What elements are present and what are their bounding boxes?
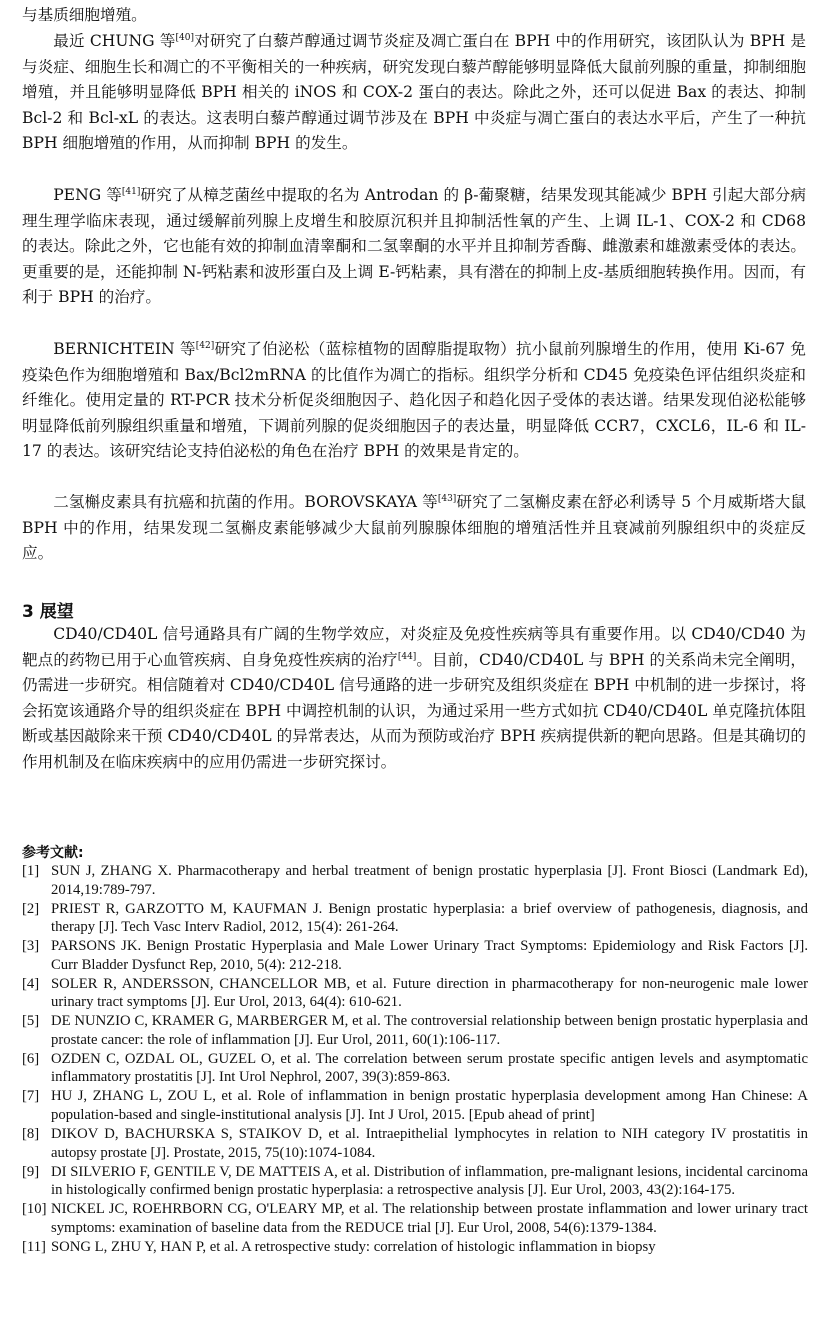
reference-item xyxy=(22,937,808,974)
reference-number: [6] xyxy=(22,1050,40,1067)
paragraph-chung xyxy=(22,29,806,157)
paragraph-continuation xyxy=(22,3,806,29)
reference-item xyxy=(22,1163,808,1200)
citation-marker: [43] xyxy=(437,493,457,504)
paragraph-text: BERNICHTEIN 等 xyxy=(53,340,196,358)
reference-item xyxy=(22,900,808,937)
citation-marker: [41] xyxy=(121,186,141,197)
reference-text: OZDEN C, OZDAL OL, GUZEL O, et al. The correlation between serum prostate specific antigen levels and asymptomatic inflammatory prostatitis [J]. Int Urol Nephrol, 2007, 39(3):859-863. xyxy=(51,1050,808,1086)
reference-item xyxy=(22,975,808,1012)
reference-item xyxy=(22,1125,808,1162)
paragraph-text: 研究了从樟芝菌丝中提取的名为 Antrodan 的 β-葡聚糖，结果发现其能减少 BPH 引起大部分病理生理学临床表现，通过缓解前列腺上皮增生和胶原沉积并且抑制活性氧的产生、上调 IL-1、COX-2 和 CD68 的表达。除此之外，它也能有效的抑制血清睾酮和二氢睾酮的水平并且抑制芳香酶、雌激素和雄激素受体的表达。更重要的是，还能抑制 N-钙粘素和波形蛋白及上调 E-钙粘素，具有潜在的抑制上皮-基质细胞转换作用。因而，有利于 BPH 的治疗。 xyxy=(22,186,806,307)
reference-text: SONG L, ZHU Y, HAN P, et al. A retrospective study: correlation of histologic inflammation in biopsy xyxy=(51,1238,656,1255)
paragraph-outlook xyxy=(22,622,806,776)
paragraph-text: 最近 CHUNG 等 xyxy=(53,32,176,50)
reference-list xyxy=(22,862,808,1257)
reference-text: DIKOV D, BACHURSKA S, STAIKOV D, et al. Intraepithelial lymphocytes in relation to NIH category IV prostatitis in autopsy prostate [J]. Prostate, 2015, 75(10):1074-1084. xyxy=(51,1126,808,1161)
reference-text: DE NUNZIO C, KRAMER G, MARBERGER M, et al. The controversial relationship between benign prostatic hyperplasia and prostate cancer: the role of inflammation [J]. Eur Urol, 2011, 60(1):106-117. xyxy=(51,1013,808,1048)
paragraph-text: CD40/CD40L 信号通路具有广阔的生物学效应，对炎症及免疫性疾病等具有重要作用。以 CD40/CD40 为靶点的药物已用于心血管疾病、自身免疫性疾病的治疗 xyxy=(22,625,806,669)
reference-number: [7] xyxy=(22,1088,40,1105)
paragraph-text: 与基质细胞增殖。 xyxy=(22,6,147,24)
references-heading: 参考文献: xyxy=(22,845,84,861)
reference-number: [9] xyxy=(22,1163,40,1180)
reference-number: [2] xyxy=(22,900,40,917)
section-heading: 3 展望 xyxy=(22,602,74,622)
paragraph-borovskaya xyxy=(22,490,806,567)
reference-number: [8] xyxy=(22,1126,40,1143)
paragraph-text: 研究了二氢槲皮素在舒必利诱导 5 个月威斯塔大鼠 BPH 中的作用，结果发现二氢槲皮素能够减少大鼠前列腺腺体细胞的增殖活性并且衰减前列腺组织中的炎症反应。 xyxy=(22,493,806,563)
reference-text: NICKEL JC, ROEHRBORN CG, O'LEARY MP, et al. The relationship between prostate inflammation and lower urinary tract symptoms: examination of baseline data from the REDUCE trial [J]. Eur Urol, 2008, 54(6):1379-1384. xyxy=(51,1201,808,1236)
reference-number: [10] xyxy=(22,1201,47,1218)
reference-text: SOLER R, ANDERSSON, CHANCELLOR MB, et al. Future direction in pharmacotherapy for non-neurogenic male lower urinary tract symptoms [J]. Eur Urol, 2013, 64(4): 610-621. xyxy=(51,975,808,1011)
reference-number: [4] xyxy=(22,975,40,992)
reference-item xyxy=(22,1050,808,1087)
reference-text: PRIEST R, GARZOTTO M, KAUFMAN J. Benign prostatic hyperplasia: a brief overview of pathogenesis, diagnosis, and therapy [J]. Tech Vasc Interv Radiol, 2012, 15(4): 261-264. xyxy=(51,900,808,936)
reference-number: [3] xyxy=(22,938,40,955)
paragraph-text: 对研究了白藜芦醇通过调节炎症及凋亡蛋白在 BPH 中的作用研究，该团队认为 BPH 是与炎症、细胞生长和凋亡的不平衡相关的一种疾病，研究发现白藜芦醇能够明显降低大鼠前列腺的重量，抑制细胞增殖，并且能够明显降低 BPH 相关的 iNOS 和 COX-2 蛋白的表达。除此之外，还可以促进 Bax 的表达、抑制 Bcl-2 和 Bcl-xL 的表达。这表明白藜芦醇通过调节涉及在 BPH 中炎症与凋亡蛋白的表达水平后，产生了一种抗 BPH 细胞增殖的作用，从而抑制 BPH 的发生。 xyxy=(22,32,807,153)
paragraph-bernichtein xyxy=(22,337,806,465)
paragraph-text: 研究了伯泌松（蓝棕植物的固醇脂提取物）抗小鼠前列腺增生的作用，使用 Ki-67 免疫染色作为细胞增殖和 Bax/Bcl2mRNA 的比值作为凋亡的指标。组织学分析和 CD45 免疫染色评估组织炎症和纤维化。使用定量的 RT-PCR 技术分析促炎细胞因子、趋化因子和趋化因子受体的表达谱。结果发现伯泌松能够明显降低前列腺组织重量和增殖，下调前列腺的促炎细胞因子的表达量，明显降低 CCR7，CXCL6，IL-6 和 IL-17 的表达。该研究结论支持伯泌松的角色在治疗 BPH 的效果是肯定的。 xyxy=(22,340,806,461)
citation-marker: [44] xyxy=(397,651,417,662)
reference-text: HU J, ZHANG L, ZOU L, et al. Role of inflammation in benign prostatic hyperplasia development among Han Chinese: A population-based and single-institutional analysis [J]. Int J Urol, 2015. [Epub ahead of print] xyxy=(51,1088,808,1124)
reference-text: PARSONS JK. Benign Prostatic Hyperplasia and Male Lower Urinary Tract Symptoms: Epidemiology and Risk Factors [J]. Curr Bladder Dysfunct Rep, 2010, 5(4): 212-218. xyxy=(51,938,808,973)
reference-item xyxy=(22,1200,808,1237)
reference-item xyxy=(22,1238,808,1257)
paragraph-peng xyxy=(22,183,806,311)
reference-item xyxy=(22,1012,808,1049)
reference-item xyxy=(22,1087,808,1124)
paragraph-text: 二氢槲皮素具有抗癌和抗菌的作用。BOROVSKAYA 等 xyxy=(53,493,438,511)
reference-number: [11] xyxy=(22,1238,46,1255)
reference-number: [1] xyxy=(22,863,40,879)
reference-text: SUN J, ZHANG X. Pharmacotherapy and herbal treatment of benign prostatic hyperplasia [J]. Front Biosci (Landmark Ed), 2014,19:789-797. xyxy=(51,863,808,898)
citation-marker: [40] xyxy=(175,32,195,43)
paragraph-text: PENG 等 xyxy=(53,186,122,204)
reference-text: DI SILVERIO F, GENTILE V, DE MATTEIS A, et al. Distribution of inflammation, pre-malignant lesions, incidental carcinoma in histologically confirmed benign prostatic hyperplasia: a retrospective analysis [J]. Eur Urol, 2003, 43(2):164-175. xyxy=(51,1163,808,1199)
reference-number: [5] xyxy=(22,1013,40,1030)
reference-item xyxy=(22,862,808,899)
paragraph-text: 。目前，CD40/CD40L 与 BPH 的关系尚未完全阐明，仍需进一步研究。相信随着对 CD40/CD40L 信号通路的进一步研究及组织炎症在 BPH 中机制的进一步探讨，将会拓宽该通路介导的组织炎症在 BPH 中调控机制的认识，为通过采用一些方式如抗 CD40/CD40L 单克隆抗体阻断或基因敲除来干预 CD40/CD40L 的异常表达，从而为预防或治疗 BPH 疾病提供新的靶向思路。但是其确切的作用机制及在临床疾病中的应用仍需进一步研究探讨。 xyxy=(22,650,806,771)
citation-marker: [42] xyxy=(195,340,215,351)
